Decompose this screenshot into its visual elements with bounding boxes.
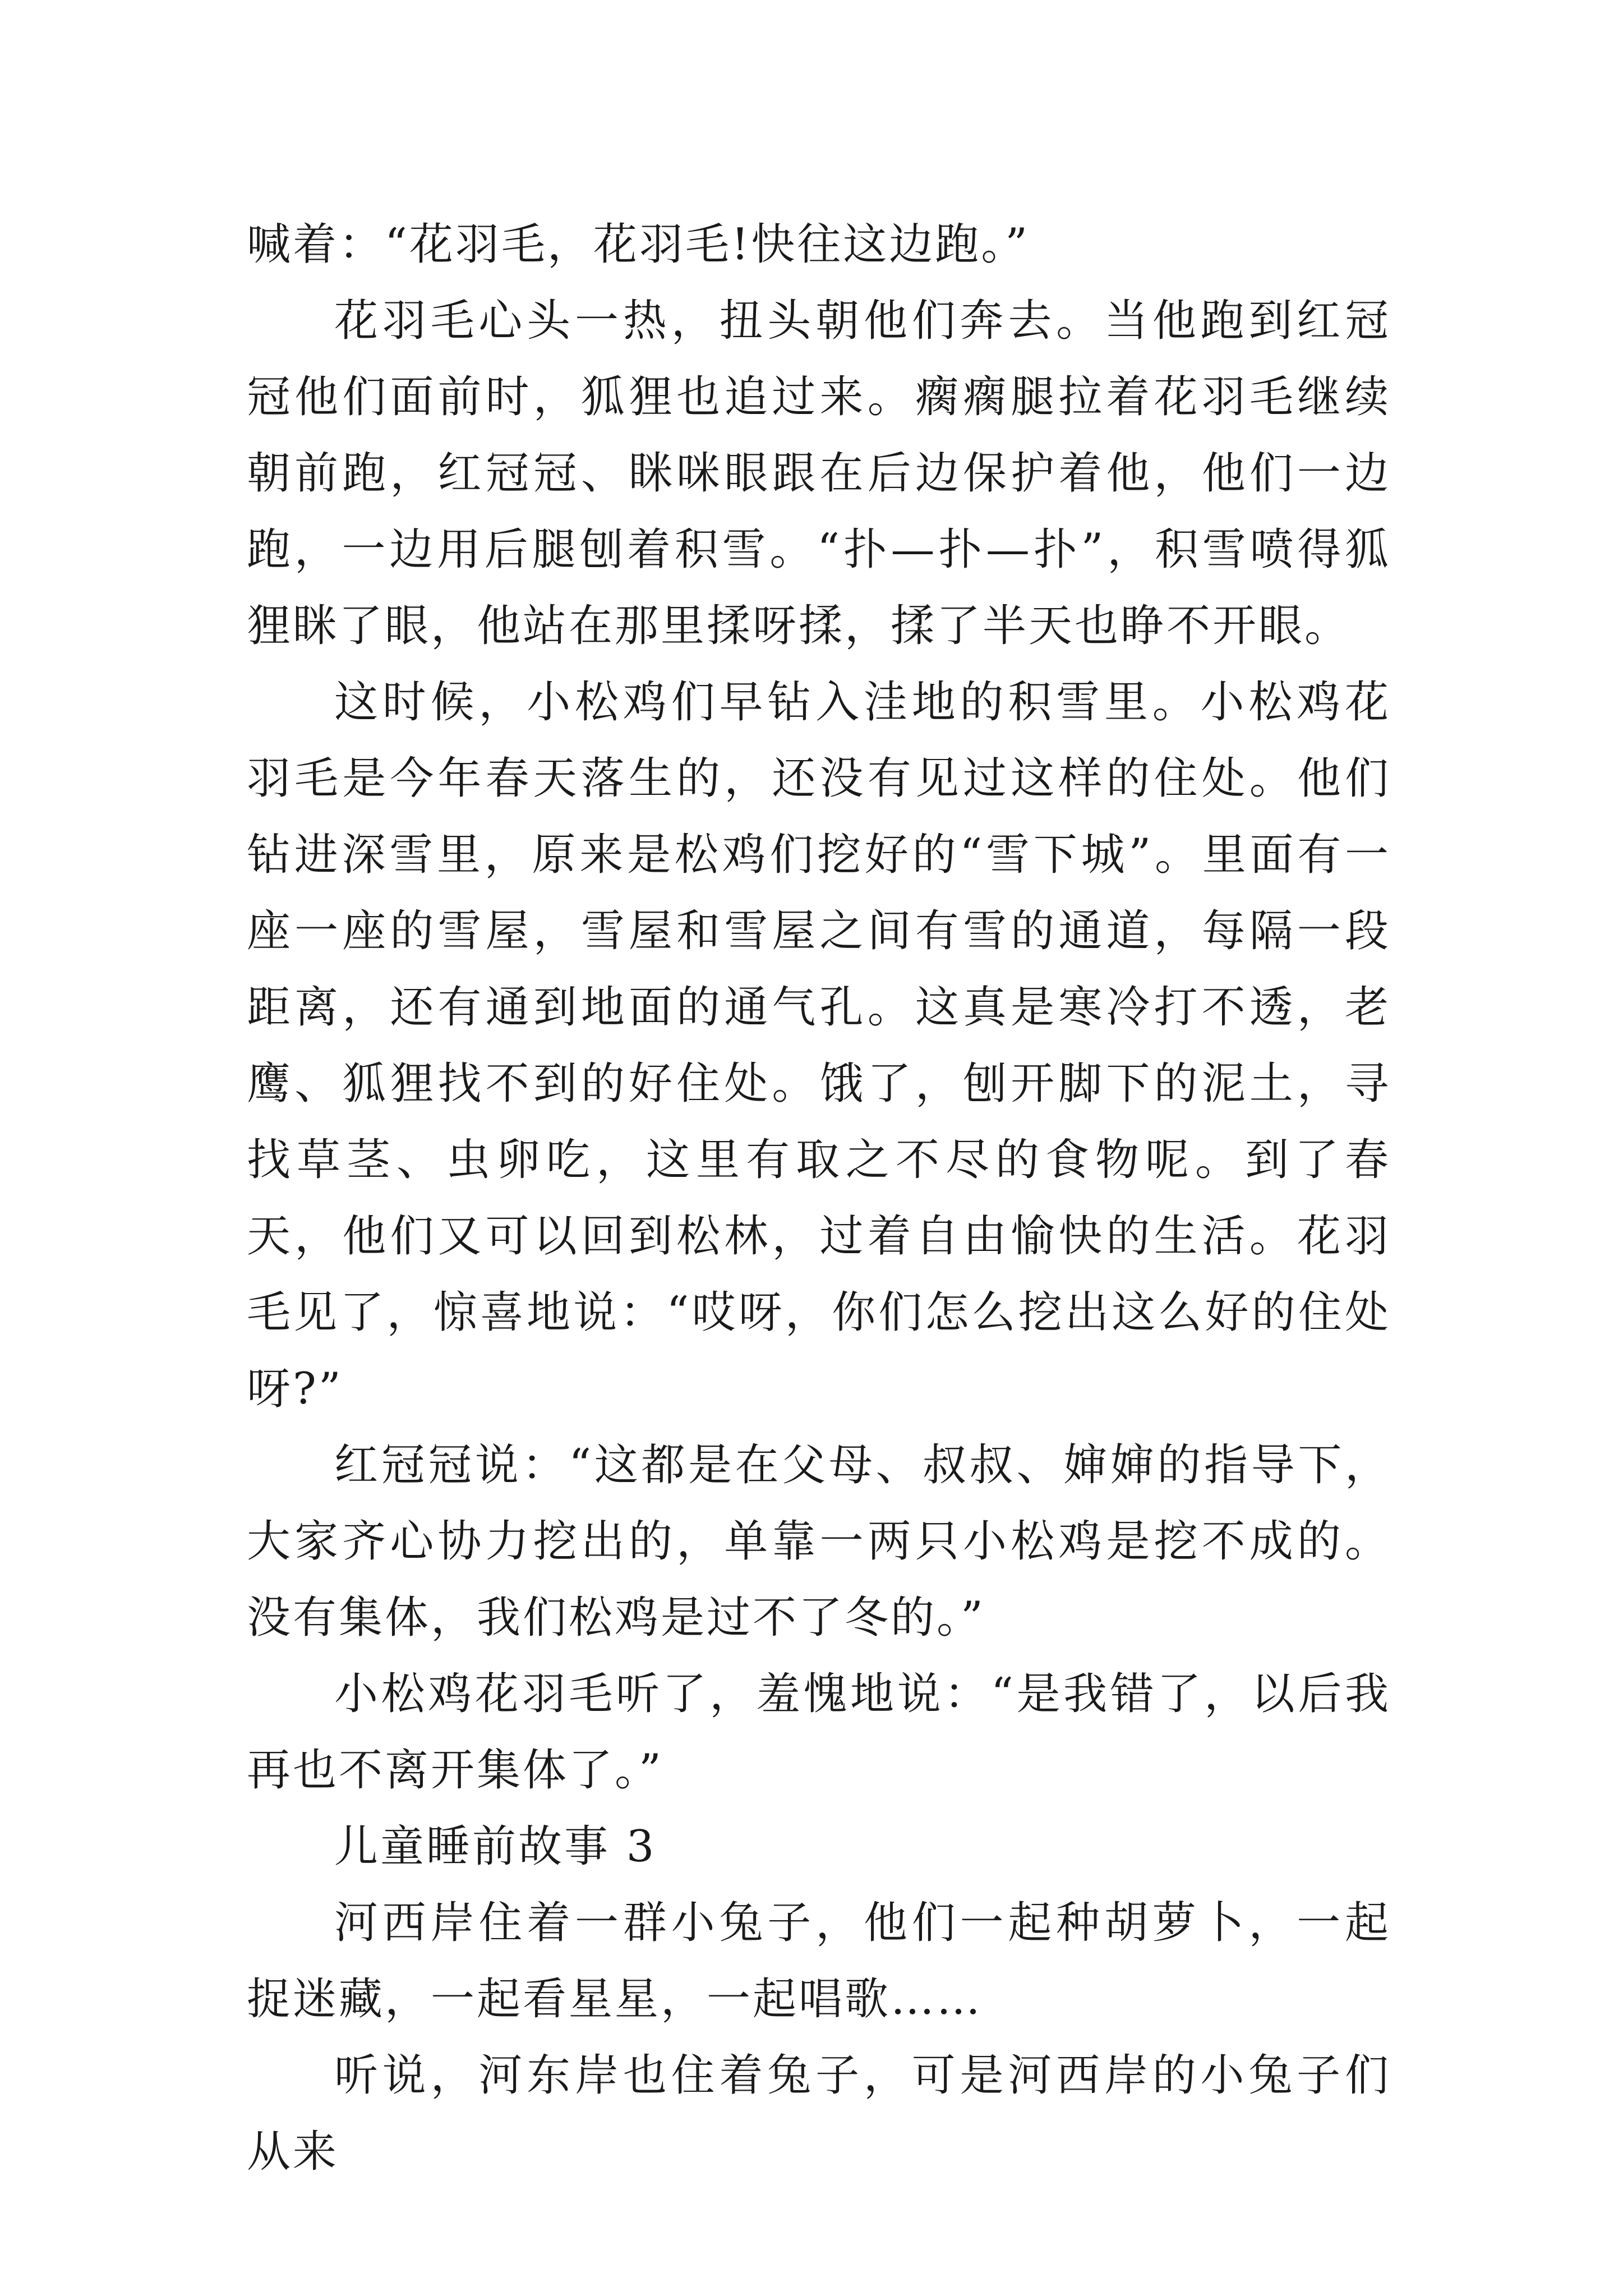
story-heading: 儿童睡前故事 3: [334, 1821, 657, 1872]
paragraph: 红冠冠说：“这都是在父母、叔叔、婶婶的指导下，大家齐心协力挖出的，单靠一两只小松鸡是挖不成的。没有集体，我们松鸡是过不了冬的。”: [247, 1440, 1391, 1643]
paragraph: 这时候，小松鸡们早钻入洼地的积雪里。小松鸡花羽毛是今年春天落生的，还没有见过这样的住处。他们钻进深雪里，原来是松鸡们挖好的“雪下城”。里面有一座一座的雪屋，雪屋和雪屋之间有雪的通道，每隔一段距离，还有通到地面的通气孔。这真是寒冷打不透，老鹰、狐狸找不到的好住处。饿了，刨开脚下的泥土，寻找草茎、虫卵吃，这里有取之不尽的食物呢。到了春天，他们又可以回到松林，过着自由愉快的生活。花羽毛见了，惊喜地说：“哎呀，你们怎么挖出这么好的住处呀?”: [247, 677, 1391, 1414]
paragraph: 听说，河东岸也住着兔子，可是河西岸的小兔子们从来: [247, 2050, 1391, 2177]
paragraph: 花羽毛心头一热，扭头朝他们奔去。当他跑到红冠冠他们面前时，狐狸也追过来。瘸瘸腿拉着花羽毛继续朝前跑，红冠冠、眯咪眼跟在后边保护着他，他们一边跑，一边用后腿刨着积雪。“扑—扑—扑”，积雪喷得狐狸眯了眼，他站在那里揉呀揉，揉了半天也睁不开眼。: [247, 296, 1391, 651]
document-body: [247, 206, 1391, 2190]
paragraph-continuation: 喊着：“花羽毛，花羽毛!快往这边跑。”: [247, 219, 1030, 270]
paragraph: 河西岸住着一群小兔子，他们一起种胡萝卜，一起捉迷藏，一起看星星，一起唱歌……: [247, 1898, 1391, 2024]
paragraph: 小松鸡花羽毛听了，羞愧地说：“是我错了，以后我再也不离开集体了。”: [247, 1669, 1391, 1796]
